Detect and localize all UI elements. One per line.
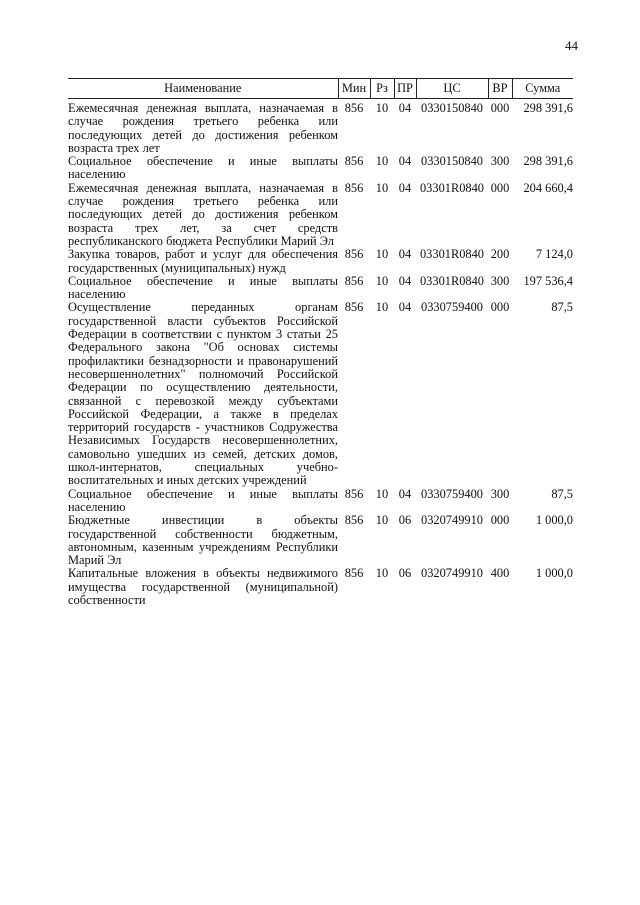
table-row <box>68 567 573 607</box>
row-rz: 10 <box>375 300 389 315</box>
table-header-row <box>68 79 573 99</box>
row-vr: 000 <box>490 180 510 195</box>
row-min: 856 <box>344 180 364 195</box>
row-pr: 04 <box>398 247 412 262</box>
row-sum: 87,5 <box>551 300 573 315</box>
row-vr: 300 <box>490 486 510 501</box>
table-row <box>68 182 573 248</box>
row-min: 856 <box>344 273 364 288</box>
row-cs: 0330150840 <box>421 101 483 115</box>
row-min: 856 <box>344 300 364 315</box>
row-sum: 1 000,0 <box>535 513 573 528</box>
row-cs: 0330759400 <box>421 300 483 315</box>
row-rz: 10 <box>375 486 389 501</box>
row-sum: 87,5 <box>551 486 573 501</box>
header-pr: ПР <box>394 79 416 99</box>
row-name: Социальное обеспечение и иные выплаты населению <box>68 273 338 302</box>
header-min: Мин <box>338 79 370 99</box>
row-pr: 06 <box>398 513 412 528</box>
row-cs: 03301R0840 <box>419 273 485 288</box>
budget-table <box>68 78 573 607</box>
row-cs: 0330759400 <box>421 486 483 501</box>
header-rz: Рз <box>370 79 394 99</box>
row-pr: 06 <box>398 566 412 581</box>
table-row <box>68 301 573 487</box>
row-vr: 000 <box>490 101 510 115</box>
row-vr: 400 <box>490 566 510 581</box>
row-min: 856 <box>344 101 364 115</box>
row-pr: 04 <box>398 101 412 115</box>
row-pr: 04 <box>398 273 412 288</box>
row-rz: 10 <box>375 273 389 288</box>
table-row <box>68 99 573 156</box>
row-cs: 03301R0840 <box>419 247 485 262</box>
row-vr: 300 <box>490 154 510 169</box>
row-vr: 300 <box>490 273 510 288</box>
row-sum: 197 536,4 <box>523 273 573 288</box>
row-rz: 10 <box>375 247 389 262</box>
row-name: Ежемесячная денежная выплата, назначаемая в случае рождения третьего ребенка или последующих детей до достижения ребенком возраста трех лет, за счет средств республиканского бюджета Республики Марий Эл <box>68 180 338 248</box>
table-row <box>68 248 573 275</box>
row-vr: 000 <box>490 513 510 528</box>
row-pr: 04 <box>398 486 412 501</box>
header-sum: Сумма <box>512 79 573 99</box>
row-name: Ежемесячная денежная выплата, назначаемая в случае рождения третьего ребенка или последующих детей до достижения ребенком возраста трех лет <box>68 101 338 155</box>
row-min: 856 <box>344 513 364 528</box>
row-name: Социальное обеспечение и иные выплаты населению <box>68 154 338 182</box>
row-sum: 298 391,6 <box>523 154 573 169</box>
row-name: Бюджетные инвестиции в объекты государственной собственности бюджетным, автономным, казенным учреждениям Республики Марий Эл <box>68 513 338 568</box>
row-cs: 0320749910 <box>421 566 483 581</box>
row-rz: 10 <box>375 154 389 169</box>
row-rz: 10 <box>375 180 389 195</box>
table-row <box>68 488 573 515</box>
table-row <box>68 514 573 567</box>
row-name: Капитальные вложения в объекты недвижимого имущества государственной (муниципальной) собственности <box>68 566 338 607</box>
header-vr: ВР <box>488 79 512 99</box>
row-cs: 0330150840 <box>421 154 483 169</box>
row-min: 856 <box>344 486 364 501</box>
table-row <box>68 155 573 182</box>
row-name: Осуществление переданных органам государственной власти субъектов Российской Федерации в соответствии с пунктом 3 статьи 25 Федерального закона "Об основах системы профилактики безнадзорности и правонарушений несовершеннолетних" полномочий Российской Федерации по осуществлению деятельности, связанной с перевозкой между субъектами Российской Федерации, а также в пределах территорий государств - участников Содружества Независимых Государств несовершеннолетних, самовольно ушедших из семей, детских домов, школ-интернатов, специальных учебно-воспитательных и иных детских учреждений <box>68 300 338 488</box>
row-vr: 200 <box>490 247 510 262</box>
header-cs: ЦС <box>416 79 488 99</box>
page-number: 44 <box>565 38 578 53</box>
table-row <box>68 275 573 302</box>
row-min: 856 <box>344 247 364 262</box>
row-sum: 204 660,4 <box>523 180 573 195</box>
row-sum: 298 391,6 <box>523 101 573 115</box>
row-min: 856 <box>344 566 364 581</box>
row-min: 856 <box>344 154 364 169</box>
row-rz: 10 <box>375 101 389 115</box>
row-vr: 000 <box>490 300 510 315</box>
row-rz: 10 <box>375 566 389 581</box>
row-pr: 04 <box>398 154 412 169</box>
row-pr: 04 <box>398 300 412 315</box>
row-pr: 04 <box>398 180 412 195</box>
row-cs: 03301R0840 <box>419 180 485 195</box>
row-cs: 0320749910 <box>421 513 483 528</box>
row-sum: 1 000,0 <box>535 566 573 581</box>
header-name: Наименование <box>68 79 338 99</box>
row-name: Закупка товаров, работ и услуг для обеспечения государственных (муниципальных) нужд <box>68 247 338 275</box>
row-rz: 10 <box>375 513 389 528</box>
row-sum: 7 124,0 <box>535 247 573 262</box>
row-name: Социальное обеспечение и иные выплаты населению <box>68 486 338 514</box>
